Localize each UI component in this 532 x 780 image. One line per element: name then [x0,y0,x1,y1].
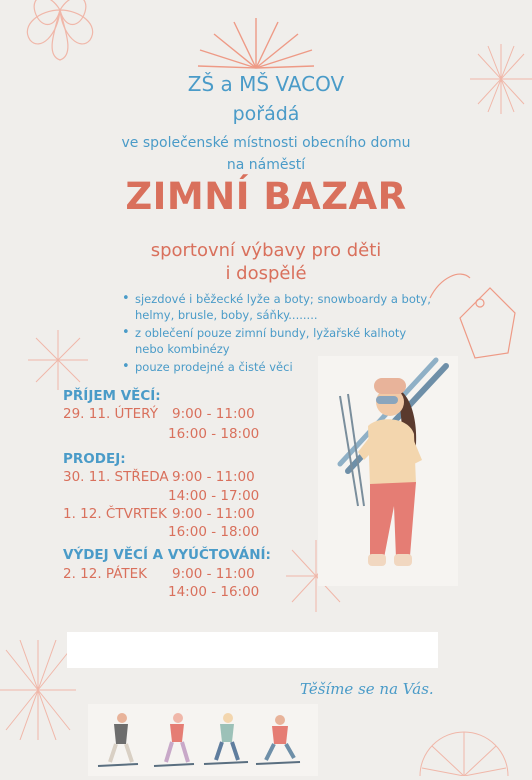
schedule-day: 29. 11. ÚTERÝ [63,406,158,422]
venue-line-1: ve společenské místnosti obecního domu [121,135,411,151]
blank-banner [67,632,438,668]
sale-heading: PRODEJ: [63,451,126,467]
skier-illustration [318,356,458,586]
organizer-name: ZŠ a MŠ VACOV [187,72,345,96]
subtitle-line-1: sportovní výbavy pro děti [150,240,382,261]
schedule-time: 9:00 - 11:00 [172,566,255,582]
skiers-group-illustration [88,704,318,776]
receiving-heading: PŘÍJEM VĚCÍ: [63,388,161,404]
schedule-day: 30. 11. STŘEDA [63,469,169,485]
schedule-day: 1. 12. ČTVRTEK [63,506,167,522]
organizes-text: pořádá [232,103,300,125]
schedule-day: 2. 12. PÁTEK [63,566,148,582]
schedule-time: 9:00 - 11:00 [172,506,255,522]
flower-outline-icon [0,0,120,70]
event-title: ZIMNÍ BAZAR [125,175,407,218]
schedule-time: 14:00 - 17:00 [168,488,260,504]
list-item: • sjezdové i běžecké lyže a boty; snowboardy a boty, helmy, brusle, boby, sáňky........ [135,291,435,323]
closing-text: Těšíme se na Vás. [300,680,434,698]
starburst-icon [0,640,76,740]
list-item: • pouze prodejné a čisté věci [135,359,435,375]
schedule-time: 16:00 - 18:00 [168,524,260,540]
subtitle-line-2: i dospělé [225,263,307,284]
schedule-time: 14:00 - 16:00 [168,584,260,600]
sunburst-icon [396,706,532,776]
list-item: • z oblečení pouze zimní bundy, lyžařské kalhoty nebo kombinézy [135,325,435,357]
schedule-time: 9:00 - 11:00 [172,469,255,485]
sunburst-icon [196,14,316,70]
starburst-icon [28,330,88,390]
return-heading: VÝDEJ VĚCÍ A VYÚČTOVÁNÍ: [63,547,271,563]
schedule-time: 9:00 - 11:00 [172,406,255,422]
venue-line-2: na náměstí [226,157,306,173]
schedule-time: 16:00 - 18:00 [168,426,260,442]
